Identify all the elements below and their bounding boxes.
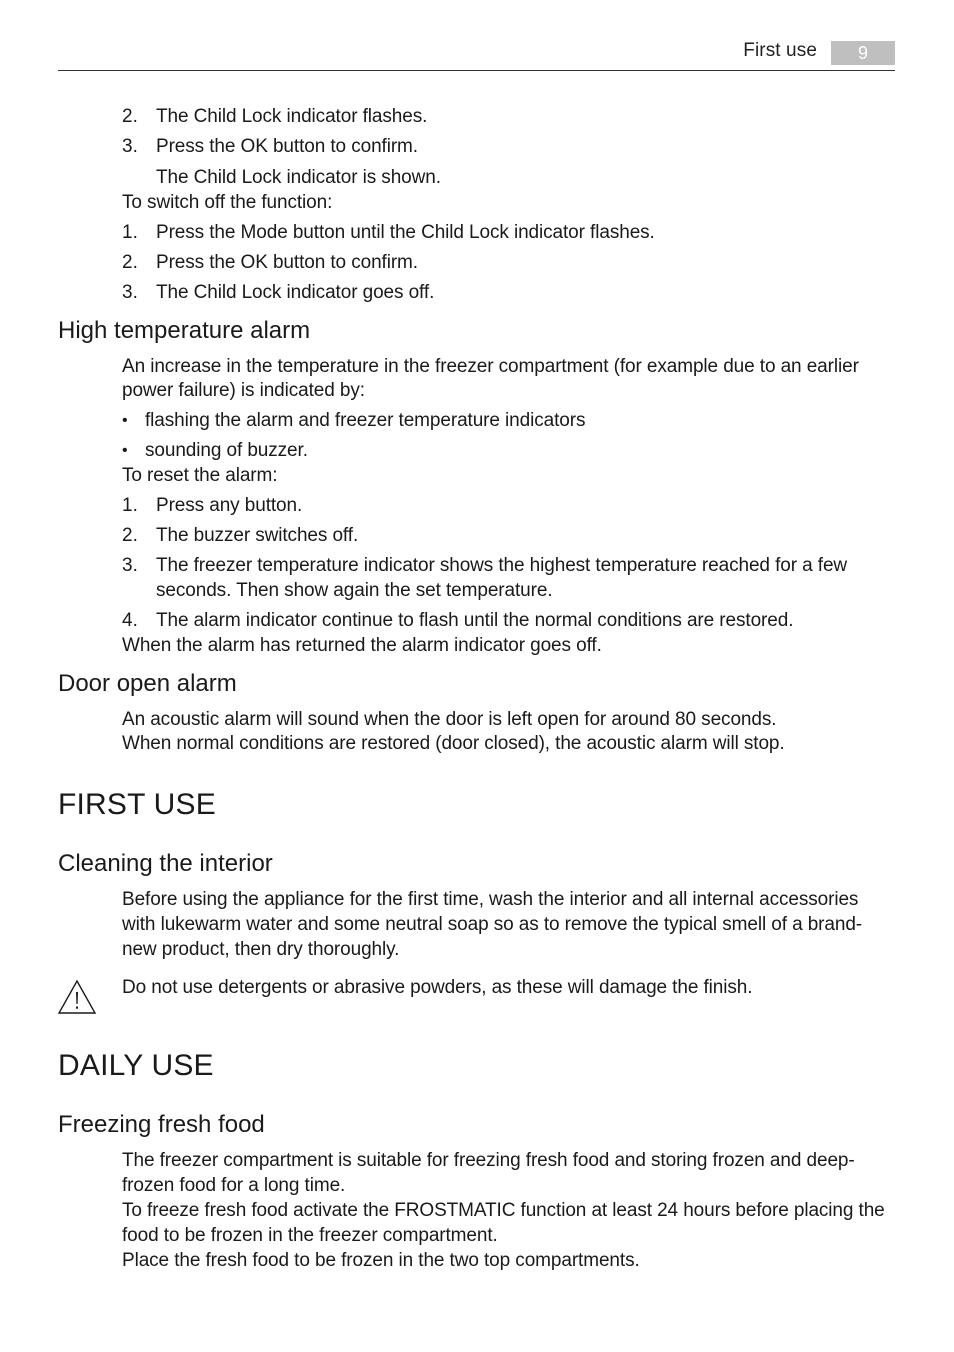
paragraph-line: with lukewarm water and some neutral soap so as to remove the typical smell of a brand-	[122, 914, 863, 935]
step-number: 2.	[122, 106, 138, 127]
paragraph-line: Before using the appliance for the first time, wash the interior and all internal accessories	[122, 889, 859, 910]
step-text: seconds. Then show again the set temperature.	[156, 580, 553, 601]
page-number: 9	[831, 41, 895, 65]
step-text: The Child Lock indicator goes off.	[156, 282, 435, 303]
section-heading: High temperature alarm	[58, 317, 311, 344]
chapter-title: FIRST USE	[58, 788, 216, 821]
step-number: 3.	[122, 555, 138, 576]
paragraph-line: new product, then dry thoroughly.	[122, 939, 400, 960]
step-text: Press any button.	[156, 495, 303, 516]
step-number: 2.	[122, 252, 138, 273]
warning-triangle-icon	[57, 979, 97, 1015]
section-heading: Door open alarm	[58, 670, 237, 697]
bullet-icon: •	[122, 442, 128, 459]
step-number: 1.	[122, 495, 138, 516]
paragraph-line: An acoustic alarm will sound when the door is left open for around 80 seconds.	[122, 709, 777, 730]
running-header-section: First use	[743, 40, 817, 61]
step-number: 4.	[122, 610, 138, 631]
paragraph: When the alarm has returned the alarm indicator goes off.	[122, 635, 602, 656]
warning-text: Do not use detergents or abrasive powders, as these will damage the finish.	[122, 977, 753, 998]
bullet-icon: •	[122, 412, 128, 429]
chapter-title: DAILY USE	[58, 1049, 214, 1082]
paragraph-line: An increase in the temperature in the freezer compartment (for example due to an earlier	[122, 356, 859, 377]
paragraph-line: To freeze fresh food activate the FROSTMATIC function at least 24 hours before placing the	[122, 1200, 885, 1221]
paragraph-line: Place the fresh food to be frozen in the two top compartments.	[122, 1250, 640, 1271]
step-number: 3.	[122, 136, 138, 157]
section-heading: Freezing fresh food	[58, 1111, 265, 1138]
step-text: The Child Lock indicator flashes.	[156, 106, 428, 127]
step-text: The buzzer switches off.	[156, 525, 359, 546]
step-number: 2.	[122, 525, 138, 546]
section-heading: Cleaning the interior	[58, 850, 273, 877]
step-text: The freezer temperature indicator shows the highest temperature reached for a few	[156, 555, 848, 576]
paragraph: To switch off the function:	[122, 192, 333, 213]
bullet-text: flashing the alarm and freezer temperature indicators	[145, 410, 586, 431]
step-number: 3.	[122, 282, 138, 303]
paragraph: To reset the alarm:	[122, 465, 278, 486]
paragraph-line: power failure) is indicated by:	[122, 380, 365, 401]
step-text: Press the OK button to confirm.	[156, 136, 418, 157]
step-text: Press the OK button to confirm.	[156, 252, 418, 273]
bullet-text: sounding of buzzer.	[145, 440, 308, 461]
step-number: 1.	[122, 222, 138, 243]
paragraph-line: The freezer compartment is suitable for freezing fresh food and storing frozen and deep-	[122, 1150, 855, 1171]
header-rule	[58, 70, 895, 71]
paragraph-line: frozen food for a long time.	[122, 1175, 346, 1196]
paragraph-line: food to be frozen in the freezer compartment.	[122, 1225, 498, 1246]
step-result: The Child Lock indicator is shown.	[156, 167, 441, 188]
step-text: Press the Mode button until the Child Lock indicator flashes.	[156, 222, 655, 243]
paragraph-line: When normal conditions are restored (door closed), the acoustic alarm will stop.	[122, 733, 785, 754]
step-text: The alarm indicator continue to flash until the normal conditions are restored.	[156, 610, 794, 631]
